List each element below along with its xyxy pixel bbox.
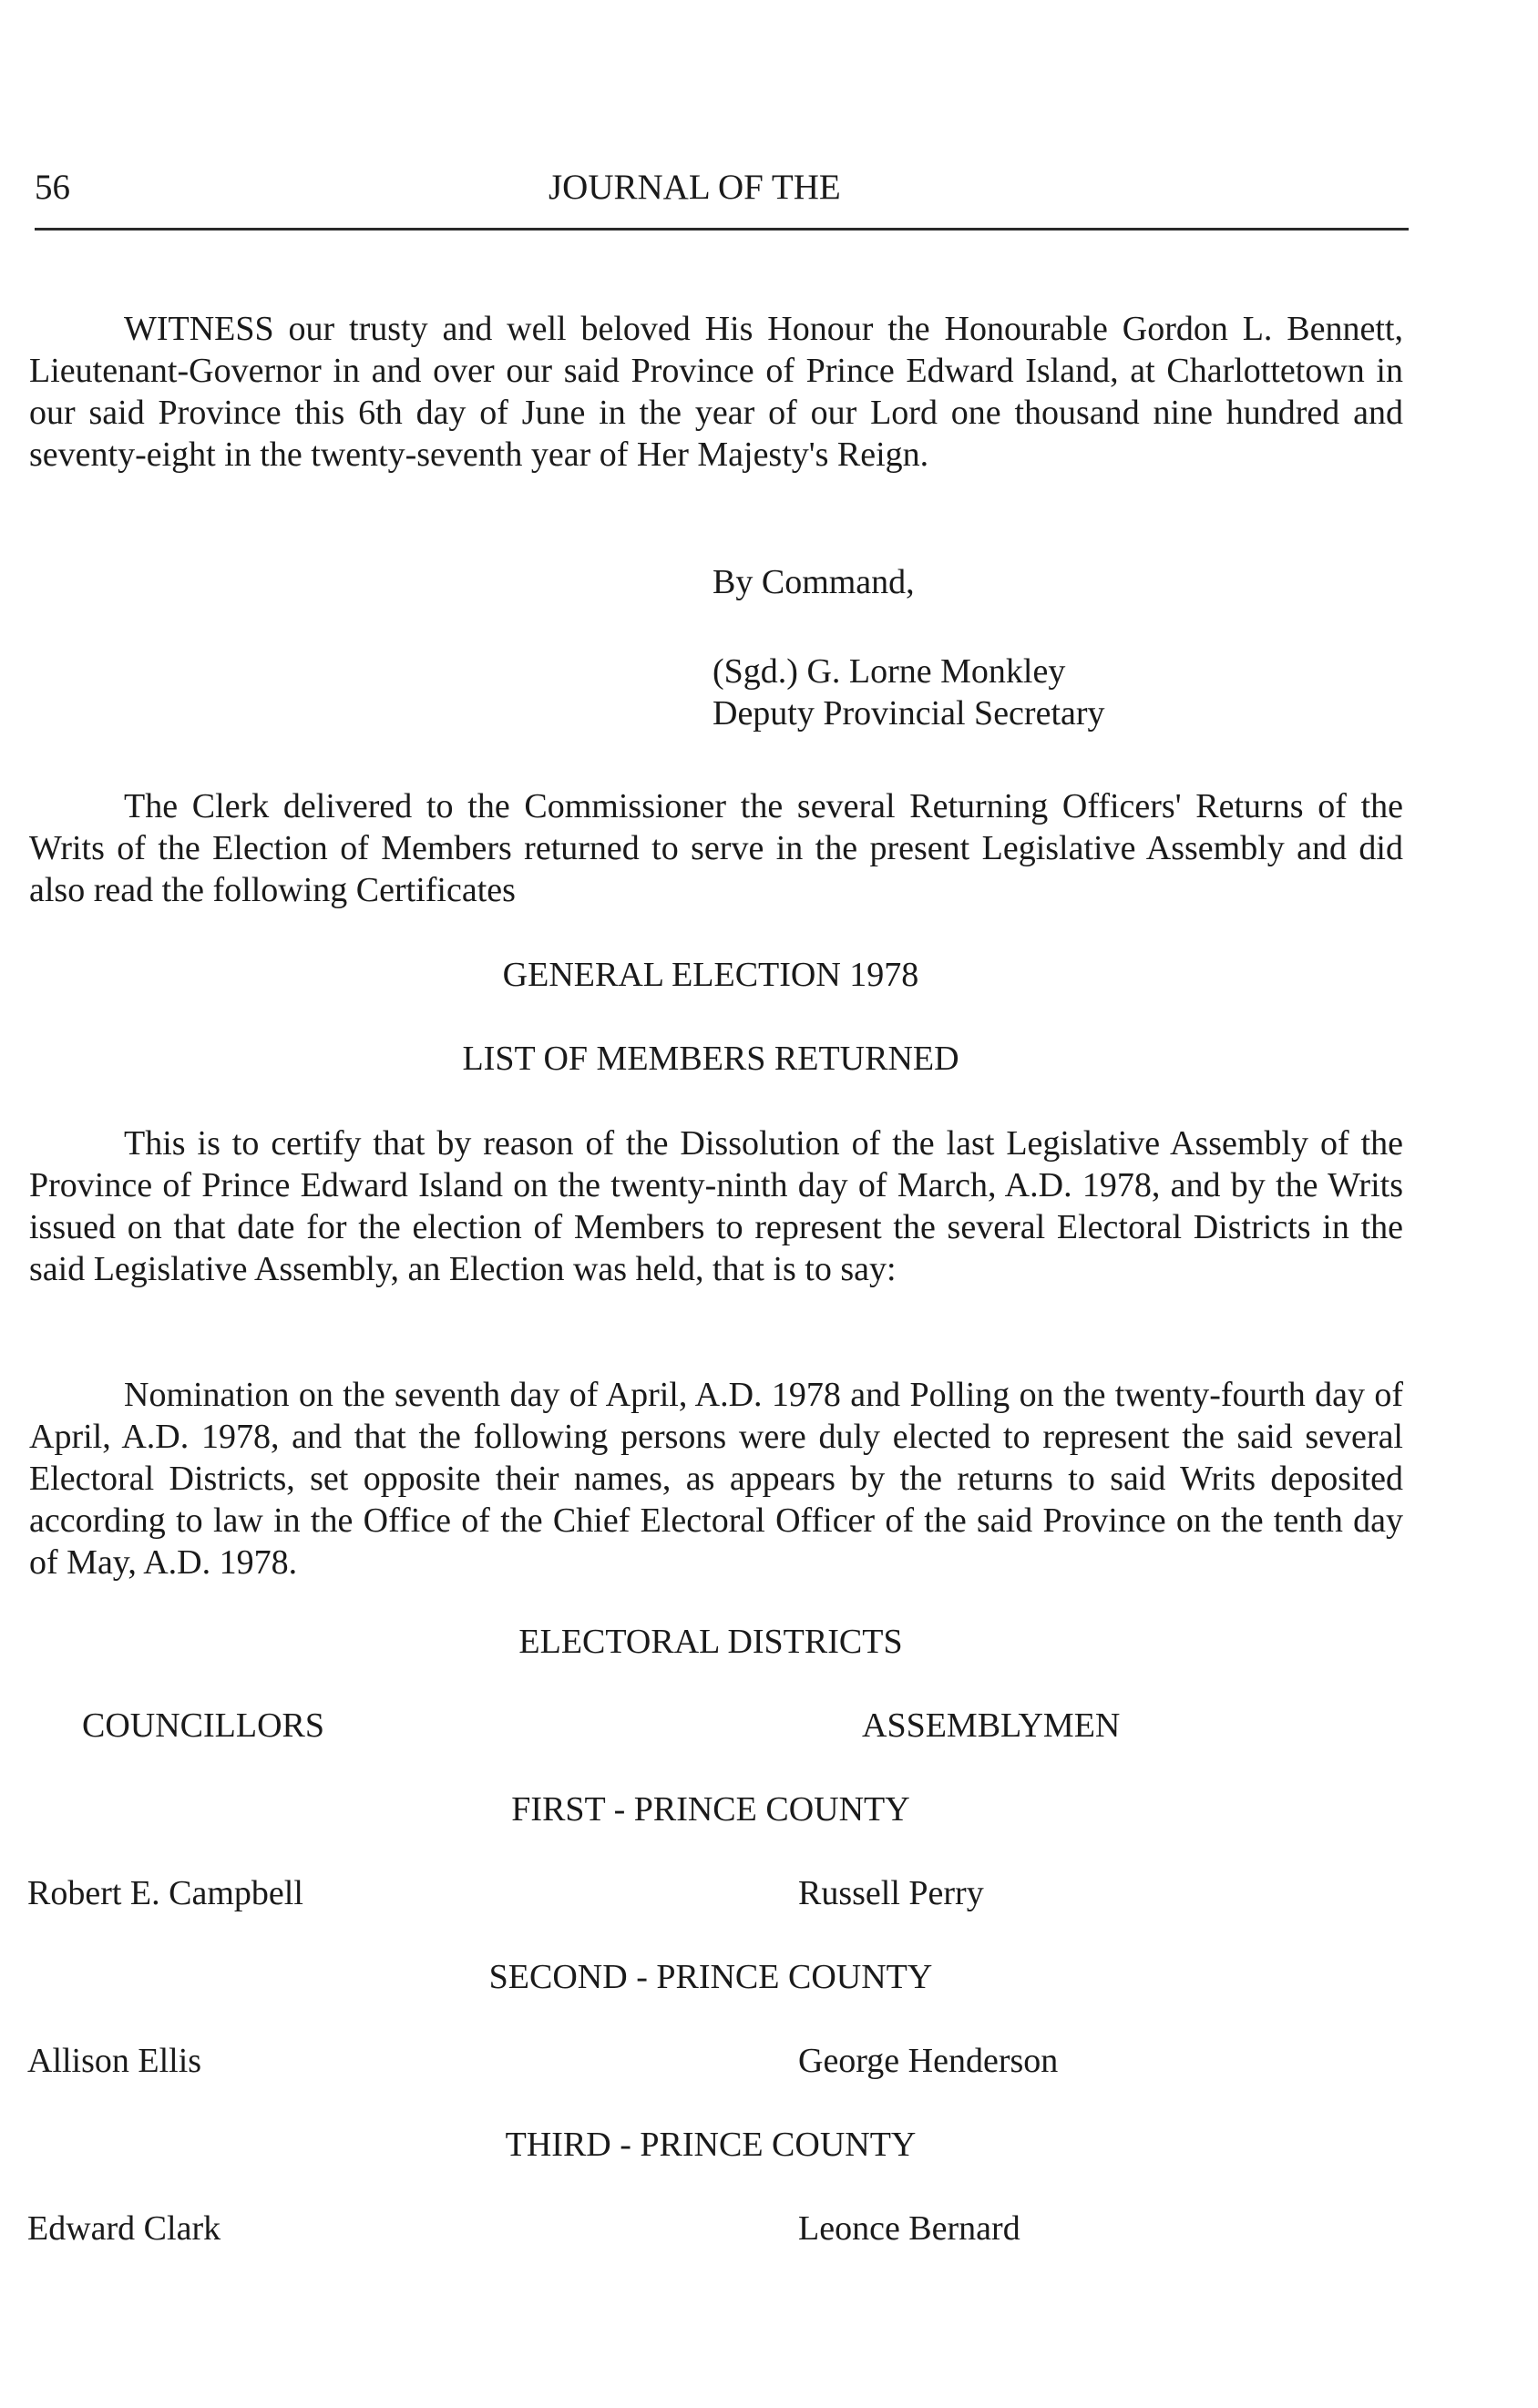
clerk-paragraph: The Clerk delivered to the Commissioner the several Returning Officers' Returns of the Writs of the Election of Members returned to serve in the present Legislative Assembly and did also read the following Certificates [29, 787, 1403, 909]
assemblymen-column-header: ASSEMBLYMEN [862, 1706, 1121, 1745]
running-title: JOURNAL OF THE [549, 168, 841, 207]
district-heading: SECOND - PRINCE COUNTY [488, 1958, 933, 1996]
electoral-districts-heading: ELECTORAL DISTRICTS [518, 1623, 903, 1661]
list-of-members-heading: LIST OF MEMBERS RETURNED [462, 1040, 959, 1078]
district-heading: FIRST - PRINCE COUNTY [511, 1790, 910, 1829]
councillors-column-header: COUNCILLORS [82, 1706, 325, 1745]
certify-paragraph: This is to certify that by reason of the Dissolution of the last Legislative Assembly of the Province of Prince Edward Island on the twenty-ninth day of March, A.D. 1978, and by the Writs issued on that date for the election of Members to represent the several Electoral Districts in the said Legislative Assembly, an Election was held, that is to say: [29, 1124, 1403, 1288]
councillor-name: Robert E. Campbell [27, 1874, 303, 1912]
assemblyman-name: George Henderson [798, 2042, 1059, 2080]
page-number: 56 [35, 168, 70, 207]
district-heading: THIRD - PRINCE COUNTY [505, 2126, 917, 2164]
councillor-name: Edward Clark [27, 2209, 221, 2248]
signature-title: Deputy Provincial Secretary [713, 694, 1105, 733]
assemblyman-name: Russell Perry [798, 1874, 984, 1912]
general-election-heading: GENERAL ELECTION 1978 [502, 956, 919, 994]
signature-name: (Sgd.) G. Lorne Monkley [713, 652, 1066, 691]
by-command: By Command, [713, 563, 915, 601]
nomination-paragraph: Nomination on the seventh day of April, A.D. 1978 and Polling on the twenty-fourth day of April, A.D. 1978, and that the following persons were duly elected to represent the said several Electoral Districts, set opposite their names, as appears by the returns to said Writs deposited according to law in the Office of the Chief Electoral Officer of the said Province on the tenth day of May, A.D. 1978. [29, 1376, 1403, 1582]
councillor-name: Allison Ellis [27, 2042, 202, 2080]
header-rule [35, 228, 1409, 231]
assemblyman-name: Leonce Bernard [798, 2209, 1020, 2248]
witness-paragraph: WITNESS our trusty and well beloved His Honour the Honourable Gordon L. Bennett, Lieutenant-Governor in and over our said Province of Prince Edward Island, at Charlottetown in our said Province this 6th day of June in the year of our Lord one thousand nine hundred and seventy-eight in the twenty-seventh year of Her Majesty's Reign. [29, 310, 1403, 474]
